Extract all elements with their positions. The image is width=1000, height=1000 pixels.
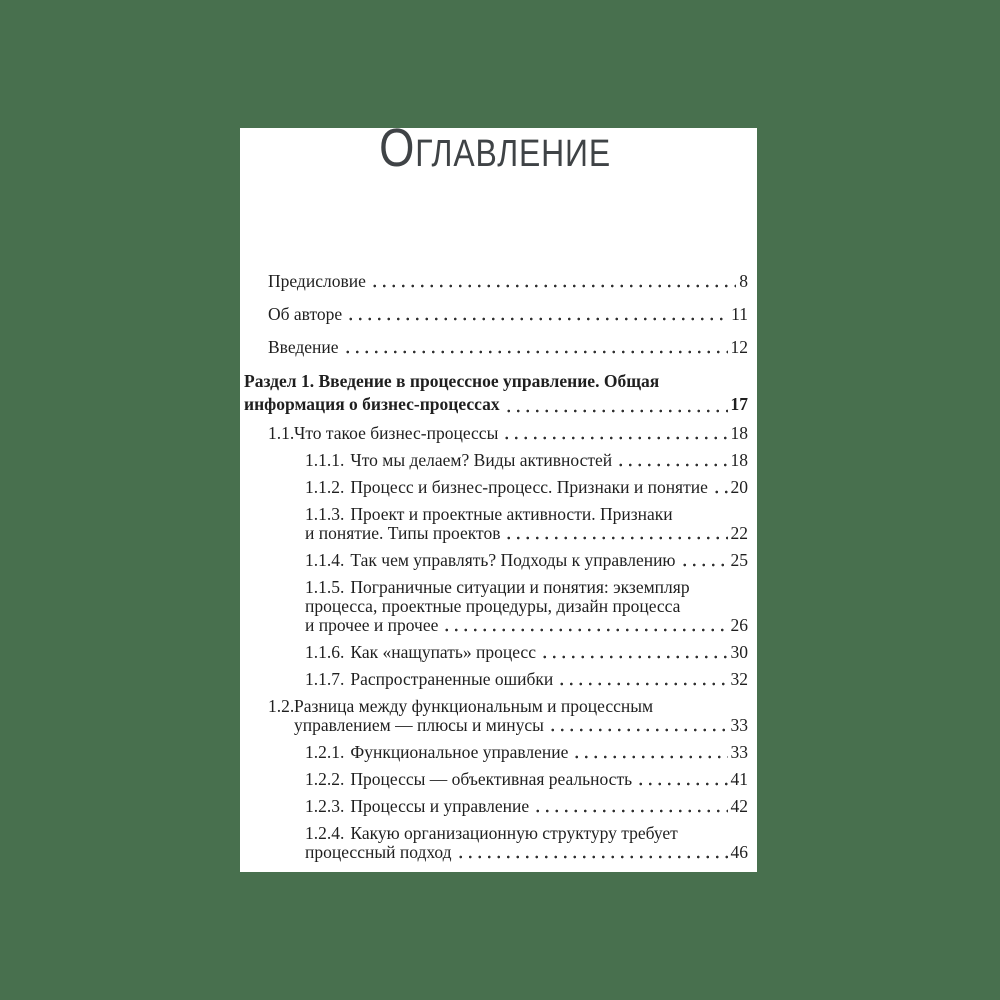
toc-entry-line [305, 551, 748, 570]
page-number: 25 [730, 550, 748, 570]
toc-entry[interactable] [242, 478, 748, 497]
entry-number: 1.1.1. [305, 450, 345, 470]
page-number: 26 [730, 615, 748, 635]
page-number: 18 [730, 450, 748, 470]
entry-text: процессный подход [305, 842, 452, 862]
toc-entry-line [305, 616, 748, 635]
dot-leader [616, 451, 727, 470]
entry-text: и прочее и прочее [305, 615, 439, 635]
toc-entry[interactable] [242, 505, 748, 543]
toc-entry[interactable] [242, 743, 748, 762]
dot-leader [370, 271, 736, 291]
page-number: 22 [730, 523, 748, 543]
toc-entry[interactable] [242, 578, 748, 635]
toc-entry[interactable] [242, 271, 748, 291]
toc-entry[interactable] [242, 770, 748, 789]
entry-number: 1.1.2. [305, 477, 345, 497]
entry-text: Какую организационную структуру требует [350, 823, 678, 843]
toc-page [240, 128, 757, 872]
page-number: 20 [730, 477, 748, 497]
toc-entry-line [305, 797, 748, 816]
entry-text: Об авторе [268, 304, 343, 324]
toc-entry-line [268, 271, 748, 291]
toc-entry[interactable] [242, 551, 748, 570]
toc-entry-line [268, 304, 748, 324]
page-number: 11 [731, 304, 748, 324]
toc-entry-line [305, 597, 748, 616]
entry-number: 1.2. [268, 696, 295, 716]
toc-entry[interactable] [242, 304, 748, 324]
entry-text: Предисловие [268, 271, 366, 291]
toc-entry-line [305, 578, 748, 597]
entry-text: Разница между функциональным и процессным [294, 696, 654, 716]
toc-entry[interactable] [242, 337, 748, 357]
page-title: Оглавление [379, 128, 611, 178]
entry-number: 1.2.3. [305, 796, 345, 816]
entry-text: Введение [268, 337, 339, 357]
toc-entry-line [305, 770, 748, 789]
dot-leader [557, 670, 727, 689]
toc-entry-line [268, 697, 748, 716]
page-number: 41 [730, 769, 748, 789]
dot-leader [343, 337, 728, 357]
page-number: 8 [739, 271, 748, 291]
toc-entry-line [305, 670, 748, 689]
page-number: 17 [730, 394, 748, 414]
entry-text: Процесс и бизнес-процесс. Признаки и понятие [350, 477, 708, 497]
toc-entry-line [305, 824, 748, 843]
dot-leader [548, 716, 728, 735]
entry-text: Процессы и управление [350, 796, 530, 816]
page-number: 18 [730, 423, 748, 443]
entry-text: Что такое бизнес-процессы [294, 423, 499, 443]
toc-entry-line [305, 643, 748, 662]
toc-entry-line [305, 524, 748, 543]
toc-entry[interactable] [242, 370, 748, 416]
dot-leader [456, 843, 728, 862]
dot-leader [346, 304, 728, 324]
entry-number: 1.2.1. [305, 742, 345, 762]
entry-number: 1.2.2. [305, 769, 345, 789]
entry-number: 1.1.6. [305, 642, 345, 662]
toc-entry[interactable] [242, 670, 748, 689]
entry-text: Так чем управлять? Подходы к управлению [350, 550, 676, 570]
dot-leader [540, 643, 728, 662]
entry-text: информация о бизнес-процессах [244, 394, 500, 414]
toc-entry-line [244, 370, 748, 393]
page-number: 30 [730, 642, 748, 662]
entry-number: 1.1.5. [305, 577, 345, 597]
dot-leader [680, 551, 728, 570]
dot-leader [504, 393, 728, 416]
dot-leader [504, 524, 727, 543]
toc-entry[interactable] [242, 797, 748, 816]
toc-entry[interactable] [242, 824, 748, 862]
dot-leader [502, 424, 727, 443]
entry-text: Функциональное управление [350, 742, 569, 762]
entry-text: Процессы — объективная реальность [350, 769, 633, 789]
entry-text: Раздел 1. Введение в процессное управление. Общая [244, 371, 660, 391]
page-number: 32 [730, 669, 748, 689]
toc-entry-line [268, 337, 748, 357]
toc-entry[interactable] [242, 643, 748, 662]
toc-entry-line [305, 843, 748, 862]
entry-number: 1.1.4. [305, 550, 345, 570]
dot-leader [636, 770, 727, 789]
toc-list [242, 271, 748, 862]
page-number: 12 [730, 337, 748, 357]
entry-text: Как «нащупать» процесс [350, 642, 536, 662]
entry-number: 1.2.4. [305, 823, 345, 843]
toc-entry-line [305, 505, 748, 524]
dot-leader [442, 616, 727, 635]
entry-number: 1.1. [268, 423, 295, 443]
toc-entry-line [294, 716, 748, 735]
toc-entry-line [305, 478, 748, 497]
toc-entry-line [305, 451, 748, 470]
dot-leader [572, 743, 727, 762]
entry-text: Пограничные ситуации и понятия: экземпляр [350, 577, 690, 597]
entry-number: 1.1.3. [305, 504, 345, 524]
entry-text: Распространенные ошибки [350, 669, 554, 689]
page-number: 42 [730, 796, 748, 816]
toc-entry[interactable] [242, 451, 748, 470]
page-number: 33 [730, 715, 748, 735]
toc-entry[interactable] [242, 424, 748, 443]
toc-entry-line [244, 393, 748, 416]
toc-entry-line [305, 743, 748, 762]
page-number: 46 [730, 842, 748, 862]
page-title-wrap [242, 128, 748, 178]
entry-text: и понятие. Типы проектов [305, 523, 501, 543]
toc-entry[interactable] [242, 697, 748, 735]
entry-number: 1.1.7. [305, 669, 345, 689]
toc-entry-line [268, 424, 748, 443]
entry-text: Проект и проектные активности. Признаки [350, 504, 673, 524]
entry-text: процесса, проектные процедуры, дизайн процесса [305, 596, 681, 616]
page-number: 33 [730, 742, 748, 762]
dot-leader [712, 478, 728, 497]
entry-text: управлением — плюсы и минусы [294, 715, 544, 735]
dot-leader [533, 797, 727, 816]
entry-text: Что мы делаем? Виды активностей [350, 450, 613, 470]
